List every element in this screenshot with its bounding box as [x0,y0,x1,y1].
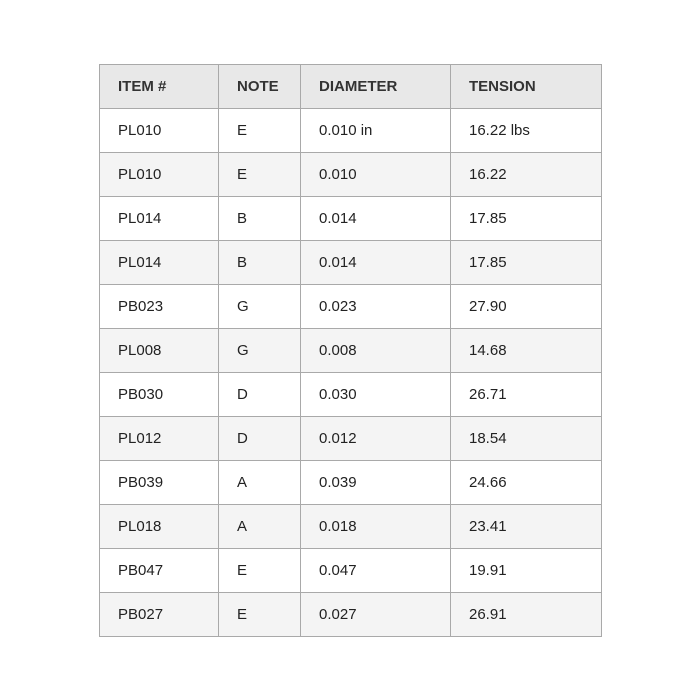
string-table [99,64,602,637]
table-row [100,109,602,153]
table-body [100,109,602,637]
header-note: NOTE [219,65,301,109]
diameter-cell: 0.027 [301,593,451,637]
table-row [100,417,602,461]
note-cell: D [219,417,301,461]
item-number-cell: PL010 [100,109,219,153]
table-row [100,285,602,329]
tension-cell: 18.54 [451,417,602,461]
table-row [100,593,602,637]
item-number-cell: PL018 [100,505,219,549]
header-item-number: ITEM # [100,65,219,109]
item-number-cell: PB030 [100,373,219,417]
diameter-cell: 0.014 [301,241,451,285]
note-cell: B [219,197,301,241]
note-cell: G [219,329,301,373]
tension-cell: 26.91 [451,593,602,637]
tension-cell: 17.85 [451,197,602,241]
header-diameter: DIAMETER [301,65,451,109]
tension-cell: 27.90 [451,285,602,329]
tension-cell: 16.22 [451,153,602,197]
note-cell: B [219,241,301,285]
note-cell: E [219,593,301,637]
diameter-cell: 0.018 [301,505,451,549]
table-row [100,461,602,505]
table-row [100,241,602,285]
note-cell: A [219,461,301,505]
diameter-cell: 0.023 [301,285,451,329]
table-row [100,505,602,549]
tension-cell: 16.22 lbs [451,109,602,153]
diameter-cell: 0.010 in [301,109,451,153]
tension-cell: 14.68 [451,329,602,373]
item-number-cell: PL012 [100,417,219,461]
tension-cell: 24.66 [451,461,602,505]
table-row [100,153,602,197]
note-cell: E [219,153,301,197]
table-row [100,373,602,417]
diameter-cell: 0.014 [301,197,451,241]
item-number-cell: PB023 [100,285,219,329]
tension-cell: 26.71 [451,373,602,417]
table-header [100,65,602,109]
item-number-cell: PL014 [100,197,219,241]
item-number-cell: PB039 [100,461,219,505]
table-row [100,197,602,241]
diameter-cell: 0.010 [301,153,451,197]
diameter-cell: 0.047 [301,549,451,593]
diameter-cell: 0.039 [301,461,451,505]
header-tension: TENSION [451,65,602,109]
string-table-container [99,64,601,637]
item-number-cell: PB027 [100,593,219,637]
note-cell: G [219,285,301,329]
tension-cell: 17.85 [451,241,602,285]
diameter-cell: 0.012 [301,417,451,461]
item-number-cell: PL014 [100,241,219,285]
note-cell: E [219,109,301,153]
table-row [100,329,602,373]
item-number-cell: PB047 [100,549,219,593]
note-cell: E [219,549,301,593]
tension-cell: 19.91 [451,549,602,593]
diameter-cell: 0.008 [301,329,451,373]
header-row [100,65,602,109]
note-cell: A [219,505,301,549]
item-number-cell: PL008 [100,329,219,373]
diameter-cell: 0.030 [301,373,451,417]
note-cell: D [219,373,301,417]
item-number-cell: PL010 [100,153,219,197]
tension-cell: 23.41 [451,505,602,549]
table-row [100,549,602,593]
